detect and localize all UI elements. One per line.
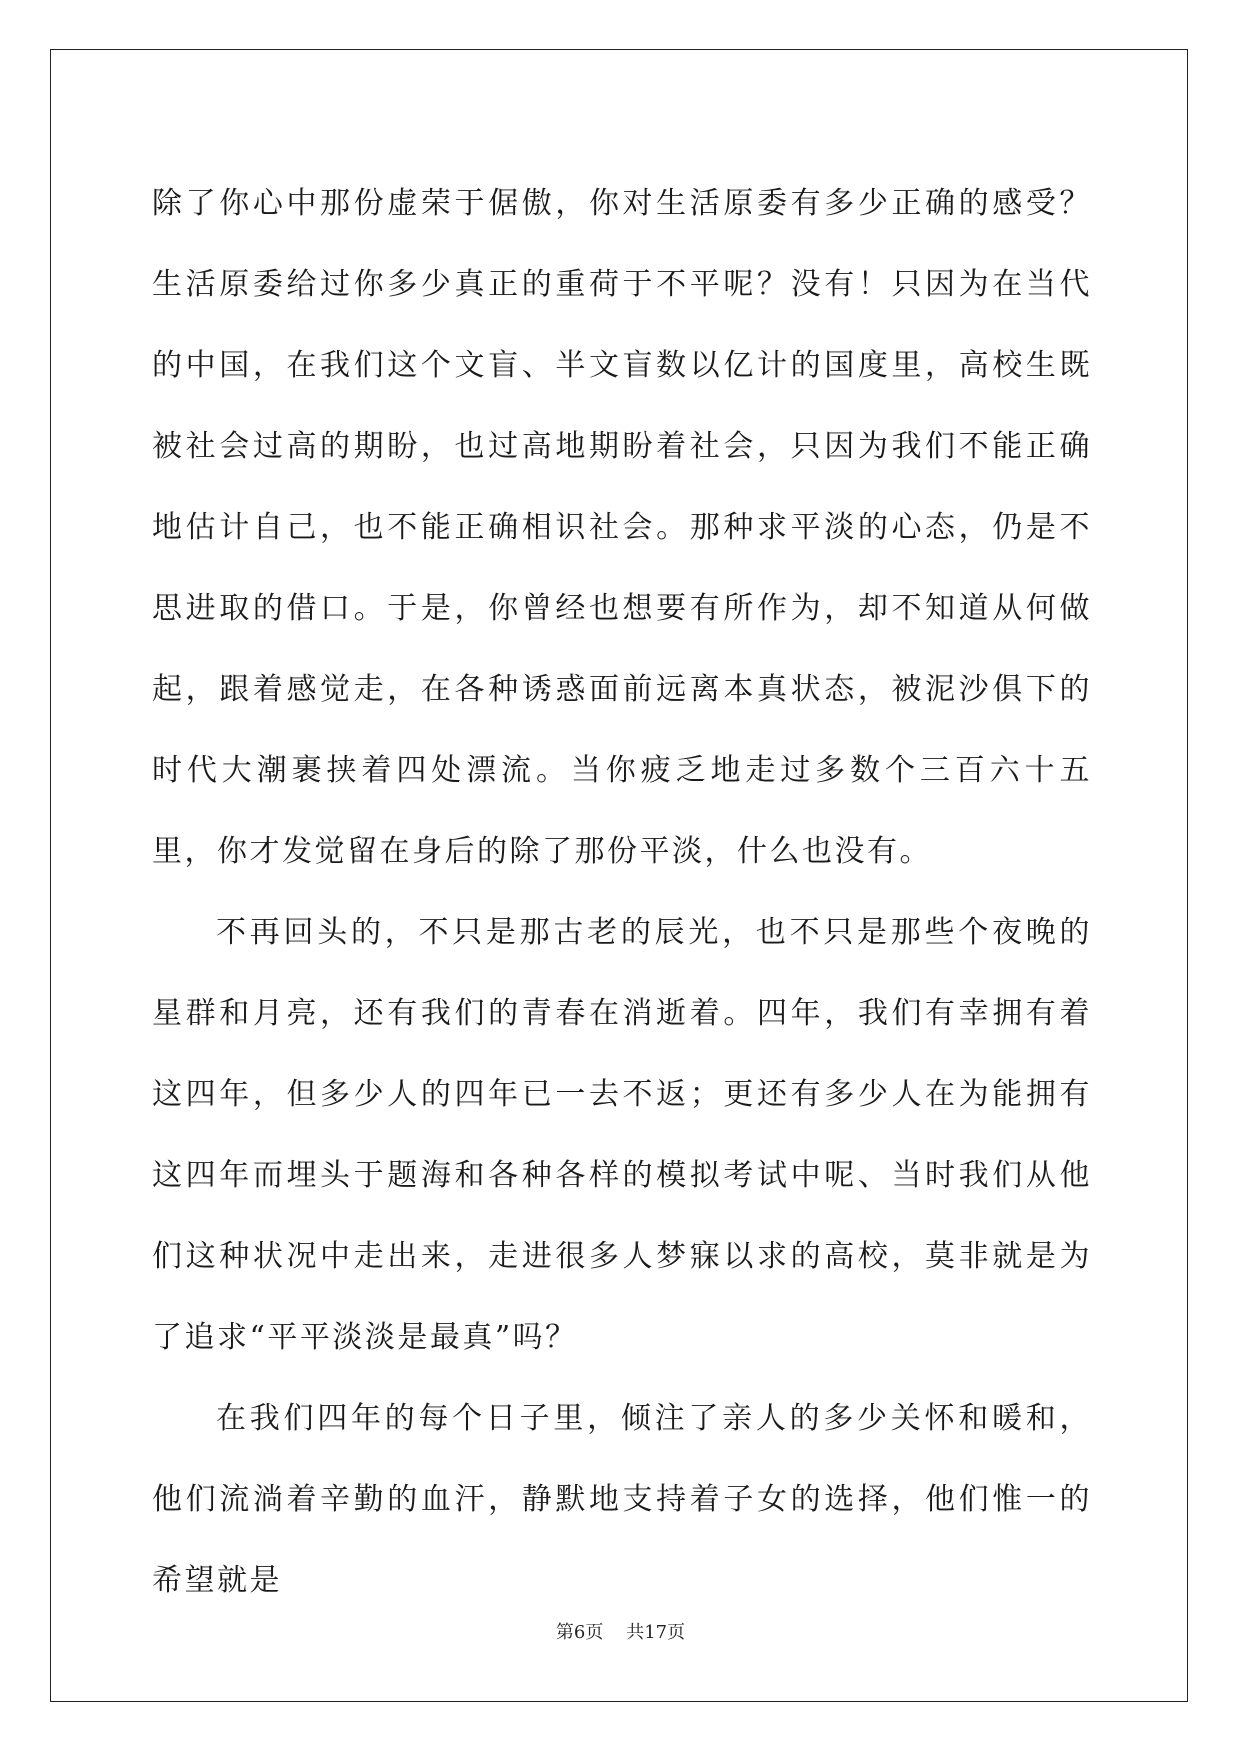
- paragraph-1: 除了你心中那份虚荣于倨傲，你对生活原委有多少正确的感受？生活原委给过你多少真正的重荷于不平呢？没有！只因为在当代的中国，在我们这个文盲、半文盲数以亿计的国度里，高校生既被社会过高的期盼，也过高地期盼着社会，只因为我们不能正确地估计自己，也不能正确相识社会。那种求平淡的心态，仍是不思进取的借口。于是，你曾经也想要有所作为，却不知道从何做起，跟着感觉走，在各种诱惑面前远离本真状态，被泥沙俱下的时代大潮裹挟着四处漂流。当你疲乏地走过多数个三百六十五里，你才发觉留在身后的除了那份平淡，什么也没有。: [152, 186, 1092, 869]
- total-pages: 共17页: [626, 1622, 686, 1643]
- page-footer: [0, 1618, 1241, 1644]
- paragraph-2: 不再回头的，不只是那古老的辰光，也不只是那些个夜晚的星群和月亮，还有我们的青春在消逝着。四年，我们有幸拥有着这四年，但多少人的四年已一去不返；更还有多少人在为能拥有这四年而埋头于题海和各种各样的模拟考试中呢、当时我们从他们这种状况中走出来，走进很多人梦寐以求的高校，莫非就是为了追求“平平淡淡是最真”吗？: [152, 915, 1092, 1355]
- paragraph-3: 在我们四年的每个日子里，倾注了亲人的多少关怀和暖和，他们流淌着辛勤的血汗，静默地支持着子女的选择，他们惟一的希望就是: [152, 1401, 1092, 1598]
- document-body: [152, 163, 1092, 1621]
- page-number: 第6页: [555, 1622, 604, 1643]
